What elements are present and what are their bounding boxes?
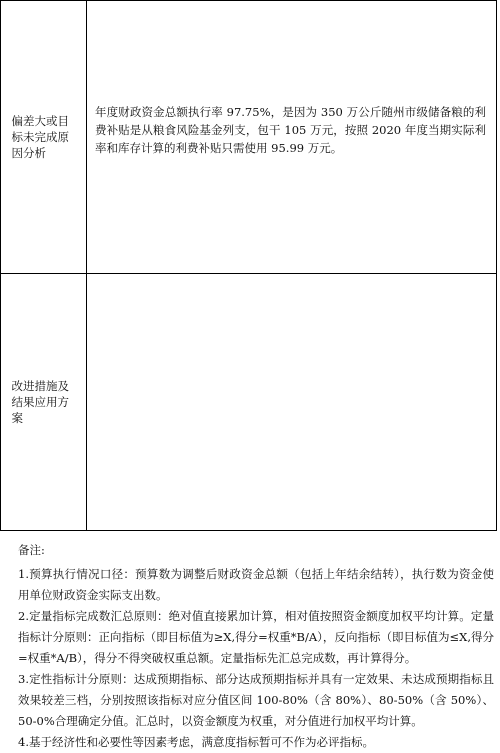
row-content: 年度财政资金总额执行率 97.75%，是因为 350 万公斤随州市级储备粮的利费补贴是从粮食风险基金列支，包干 105 万元，按照 2020 年度当期实际利率和库存计算的利费补贴只需使用 95.99 万元。: [95, 105, 486, 155]
table-row-deviation-analysis: [1, 1, 496, 274]
row-label-cell: [1, 274, 86, 530]
note-item-1: 1.预算执行情况口径：预算数为调整后财政资金总额（包括上年结余结转），执行数为资金使用单位财政资金实际支出数。: [18, 567, 494, 602]
row-label: 偏差大或目标未完成原因分析: [11, 114, 69, 160]
note-item-4: 4.基于经济性和必要性等因素考虑，满意度指标暂可不作为必评指标。: [18, 735, 374, 749]
table-row-improvement-plan: [1, 274, 496, 530]
row-content-cell: [87, 1, 496, 273]
row-content-cell: [87, 274, 496, 530]
note-item-3: 3.定性指标计分原则：达成预期指标、部分达成预期指标并具有一定效果、未达成预期指标且效果较差三档，分别按照该指标对应分值区间 100-80%（含 80%）、80-50%（含 50%）、50-0%合理确定分值。汇总时，以资金额度为权重，对分值进行加权平均计算。: [18, 672, 494, 728]
row-label-cell: [1, 1, 86, 273]
row-label: 改进措施及结果应用方案: [11, 379, 69, 425]
notes-title: 备注:: [18, 543, 45, 557]
note-item-2: 2.定量指标完成数汇总原则：绝对值直接累加计算，相对值按照资金额度加权平均计算。定量指标计分原则：正向指标（即目标值为≥X,得分=权重*B/A），反向指标（即目标值为≤X,得分=权重*A/B），得分不得突破权重总额。定量指标先汇总完成数，再计算得分。: [18, 609, 494, 665]
notes-section: [18, 540, 494, 753]
